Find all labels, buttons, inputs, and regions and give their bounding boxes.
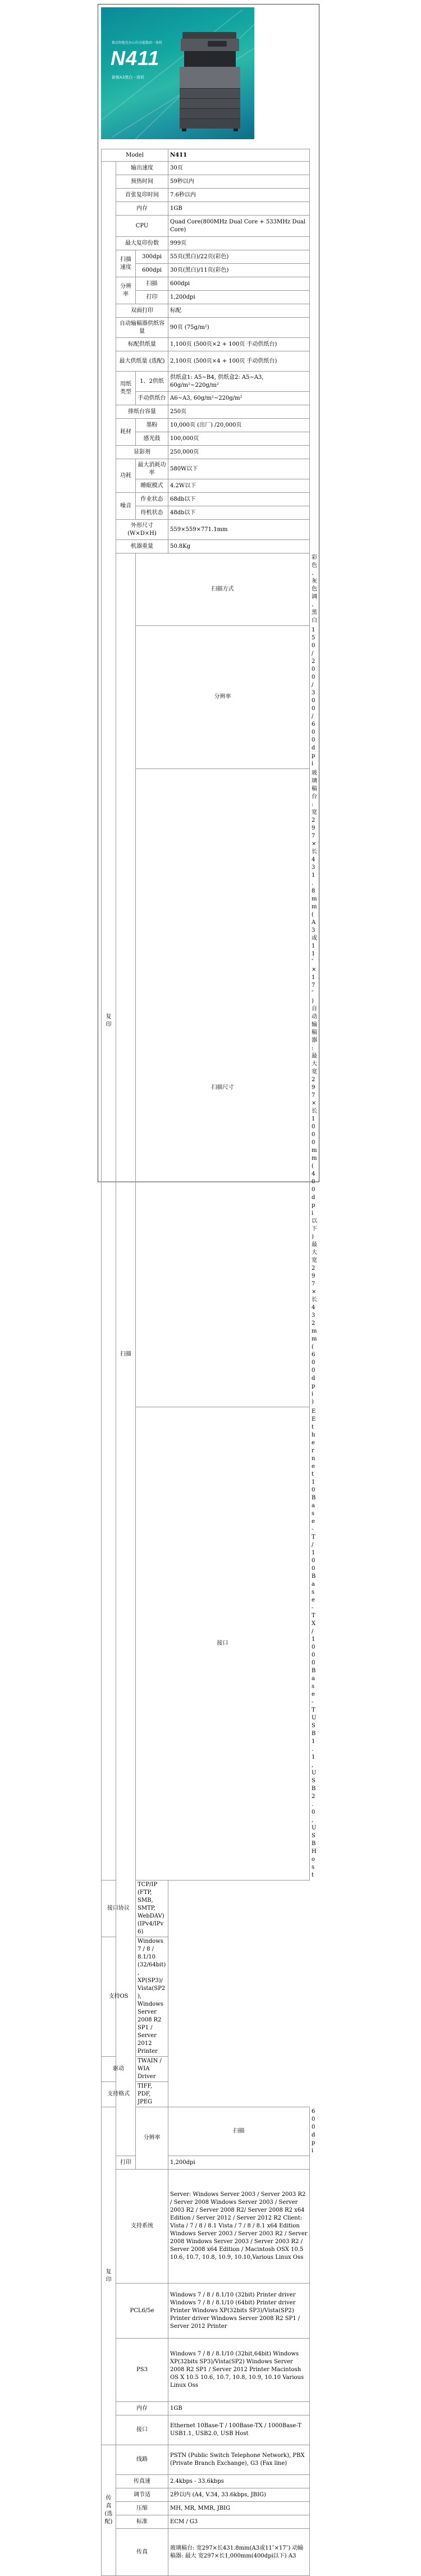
table-row — [102, 520, 310, 540]
printer-caster — [234, 129, 238, 131]
spec-value: 559×559×771.1mm — [168, 520, 310, 540]
spec-sublabel: 扫描 — [136, 277, 168, 291]
specifications-table — [101, 149, 318, 2576]
table-row — [102, 2284, 310, 2339]
spec-value: 10,000页 (出厂) /20,000页 — [168, 419, 310, 432]
spec-label: 最大供纸量 (选配) — [116, 351, 168, 372]
table-row: 扫描 扫描方式 彩色、灰色调、黑白 — [102, 553, 310, 626]
table-row — [102, 459, 310, 479]
banner-model-name: N411 — [111, 47, 160, 70]
spec-value: Windows 7 / 8 / 8.1/10 (32bit,64bit) Windows XP(32bits SP3)/Vista(SP2) Windows Server 2008 R2 SP1 / Server 2012 Printer Macintosh OS X 10.5 10.6, 10.7, 10.8, 10.9, 10.10 Various Linux Oss — [168, 2339, 310, 2402]
spec-value: ECM / G3 — [168, 2515, 310, 2529]
spec-value: 100,000页 — [168, 432, 310, 446]
spec-sublabel: 打印 — [116, 2156, 136, 2170]
spec-label: 接口 — [136, 1407, 310, 1880]
spec-label: 噪音 — [116, 493, 136, 520]
spec-label: 线路 — [116, 2445, 168, 2475]
spec-value: 580W以下 — [168, 459, 310, 479]
table-row — [102, 1880, 310, 1937]
spec-label: 内存 — [116, 2402, 168, 2415]
spec-sublabel: 感光鼓 — [136, 432, 168, 446]
group-label-scan: 扫描 — [116, 553, 136, 2156]
table-row — [102, 149, 310, 162]
spec-label: 显影剂 — [116, 446, 168, 459]
spec-label: PCL6/5e — [116, 2284, 168, 2339]
table-row — [102, 351, 310, 372]
spec-label: 耗材 — [116, 419, 136, 446]
spec-value: TIFF, PDF, JPEG — [136, 2082, 168, 2107]
spec-value: Quad Core(800MHz Dual Core + 533MHz Dual Core) — [168, 216, 310, 237]
spec-sublabel: 扫描 — [168, 2107, 310, 2156]
table-row — [102, 338, 310, 351]
spec-label: 预热时间 — [116, 175, 168, 189]
spec-value: 2.4kbps - 33.6kbps — [168, 2475, 310, 2488]
spec-label: 标配供纸量 — [116, 338, 168, 351]
spec-label: 扫描方式 — [136, 553, 310, 626]
printer-body — [180, 67, 240, 88]
table-row — [102, 189, 310, 202]
group-label-print: 复印 — [102, 2107, 116, 2445]
spec-value: 68db以下 — [168, 493, 310, 506]
table-row — [102, 2339, 310, 2402]
table-row — [102, 237, 310, 250]
paper-tray-2 — [180, 98, 240, 108]
spec-label: 扫描速度 — [116, 250, 136, 277]
printer-caster — [182, 129, 186, 131]
spec-value: 标配 — [168, 304, 310, 318]
table-row — [102, 2475, 310, 2488]
spec-value: 1GB — [168, 2402, 310, 2415]
paper-tray-3 — [180, 108, 240, 118]
table-row — [102, 2057, 310, 2082]
spec-value: A6~A3, 60g/m²~220g/m² — [168, 392, 310, 405]
spec-sublabel: 墨粉 — [136, 419, 168, 432]
spec-label: 分辨率 — [136, 2107, 168, 2170]
spec-label: 压缩 — [116, 2502, 168, 2515]
table-row — [102, 2445, 310, 2475]
spec-label: 接口 — [116, 2415, 168, 2445]
paper-tray-4 — [180, 118, 240, 129]
banner-subtitle: 新都A3黑白一体机 — [112, 75, 145, 80]
spec-value: Server: Windows Server 2003 / Server 2003 R2 / Server 2008 Windows Server 2003 / Server 2003 R2 / Server 2008 R2/ Server 2008 R2 x64 Edition / Server 2012 / Server 2012 R2 Client: Vista / 7 / 8 / 8.1 Vista / 7 / 8 / 8.1 x64 Edition Windows Server 2003 / Server 2003 R2 / Server 2008 Windows Server 2003 / Server 2003 R2 / Server 2008 x64 Edition / Macintosh OSX 10.5 10.6, 10.7, 10.8, 10.9, 10.10,Various Linux Oss — [168, 2170, 310, 2284]
spec-label: 最大复印份数 — [116, 237, 168, 250]
table-row — [102, 2415, 310, 2445]
table-row — [102, 216, 310, 237]
spec-value: 30页(黑白)/11页(彩色) — [168, 264, 310, 277]
table-row — [102, 493, 310, 506]
spec-label: 双面打印 — [116, 304, 168, 318]
table-row — [102, 175, 310, 189]
spec-value: Windows 7 / 8 / 8.1/10 (32/64bit), XP(SP3)/Vista(SP2), Windows Server 2008 R2 SP1 / Server 2012 Printer — [136, 1937, 168, 2057]
table-row — [102, 2502, 310, 2515]
spec-value: 1,200dpi — [168, 291, 310, 304]
spec-value: 供纸盒1: A5~B4, 供纸盒2: A5~A3, 60g/m²~220g/m² — [168, 372, 310, 392]
spec-sublabel: 作业状态 — [136, 493, 168, 506]
spec-label: 用纸类型 — [116, 372, 136, 405]
spec-sublabel: 待机状态 — [136, 506, 168, 520]
spec-label: PS3 — [116, 2339, 168, 2402]
printer-output-bay — [184, 51, 236, 67]
spec-label: 传真速 — [116, 2475, 168, 2488]
spec-value: PSTN (Public Switch Telephone Network), PBX (Private Branch Exchange), G3 (Fax line) — [168, 2445, 310, 2475]
spec-label: 支持系统 — [116, 2170, 168, 2284]
spec-label: 分辨率 — [116, 277, 136, 304]
printer-control-panel — [208, 41, 227, 47]
spec-label: Model — [102, 149, 168, 162]
spec-value: TCP/IP (FTP, SMB, SMTP, WebDAV) (IPv4/IPv6) — [136, 1880, 168, 1937]
spec-value: 2,100页 (500页×4 + 100页 手动供纸台) — [168, 351, 310, 372]
paper-tray-1 — [180, 88, 240, 98]
spec-label: 标准 — [116, 2515, 168, 2529]
group-label-copy: 复印 — [102, 162, 116, 1880]
spec-label: 自动输稿器供纸容量 — [116, 318, 168, 338]
spec-value: 2秒以内 (A4, V.34, 33.6kbps, JBIG) — [168, 2488, 310, 2502]
spec-value: Windows 7 / 8 / 8.1/10 (32bit) Printer driver Windows 7 / 8 / 8.1/10 (64bit) Printer driver Printer Windows XP(32bits SP3)/Vista(SP2) Printer driver Windows Server 2008 R2 SP1 / Server 2012 Printer — [168, 2284, 310, 2339]
table-row — [102, 372, 310, 392]
table-row — [102, 2402, 310, 2415]
spec-label: 机器重量 — [116, 540, 168, 553]
table-row — [102, 405, 310, 419]
spec-value: 55页(黑白)/22页(彩色) — [168, 250, 310, 264]
spec-value: 600dpi — [168, 277, 310, 291]
table-row: 分辨率 150 / 200 / 300 / 600dpi — [102, 626, 310, 769]
table-row: 扫描尺寸 玻璃稿台: 宽297×长431.8mm(A3或11″×17″) 自动输稿器: 最大 宽297×长1000mm(400dpi以下) 最大 宽297×长432mm(600dpi) — [102, 769, 310, 1407]
brochure-frame — [98, 4, 319, 2559]
spec-sublabel: 最大消耗功率 — [136, 459, 168, 479]
spec-value: 90页 (75g/m²) — [168, 318, 310, 338]
spec-value: 1,200dpi — [168, 2156, 310, 2170]
table-row — [102, 304, 310, 318]
spec-label: 排纸台容量 — [116, 405, 168, 419]
spec-sublabel: 睡眠模式 — [136, 479, 168, 493]
spec-value: 999页 — [168, 237, 310, 250]
spec-value: 48db以下 — [168, 506, 310, 520]
table-row — [102, 2488, 310, 2502]
spec-label: 接口协议 — [102, 1880, 136, 1937]
banner-tagline: 推动智能化办公的全能数码一体机 — [112, 41, 163, 45]
spec-value: N411 — [168, 149, 310, 162]
table-row: 复印 分辨率 扫描 600dpi — [102, 2107, 310, 2156]
table-row — [102, 2529, 310, 2576]
printer-adf — [182, 32, 236, 39]
spec-value: 1,100页 (500页×2 + 100页 手动供纸台) — [168, 338, 310, 351]
spec-label: 扫描尺寸 — [136, 769, 310, 1407]
spec-value: 4.2W以下 — [168, 479, 310, 493]
table-row — [102, 2082, 310, 2107]
spec-label: 支持格式 — [102, 2082, 136, 2107]
spec-sublabel: 600dpi — [136, 264, 168, 277]
spec-value: TWAIN / WIA Driver — [136, 2057, 168, 2082]
group-label-fax: 传真 (选配) — [102, 2445, 116, 2576]
spec-value: 7.6秒以内 — [168, 189, 310, 202]
table-row — [102, 419, 310, 432]
table-row — [102, 540, 310, 553]
table-row — [102, 2170, 310, 2284]
spec-value: MH, MR, MMR, JBIG — [168, 2502, 310, 2515]
spec-value: 30页 — [168, 162, 310, 175]
spec-sublabel: 打印 — [136, 291, 168, 304]
spec-label: CPU — [116, 216, 168, 237]
spec-value: Ethernet 10Base-T / 100Base-TX / 1000Base-T USB1.1, USB2.0, USB Host — [168, 2415, 310, 2445]
table-row: 接口 EEthernet 10Base-T/100Base-TX /1000Base-T USB1.1, USB2.0, USB Host — [102, 1407, 310, 1880]
spec-value: 59秒以内 — [168, 175, 310, 189]
spec-label: 驱动 — [102, 2057, 136, 2082]
spec-label: 首张复印时间 — [116, 189, 168, 202]
spec-value: 50.8Kg — [168, 540, 310, 553]
spec-label: 功耗 — [116, 459, 136, 493]
spec-value: 250页 — [168, 405, 310, 419]
spec-label: 调节适 — [116, 2488, 168, 2502]
spec-label: 内存 — [116, 202, 168, 216]
table-row — [102, 2515, 310, 2529]
spec-label: 传真 — [116, 2529, 168, 2576]
spec-label: 分辨率 — [136, 626, 310, 769]
table-row — [102, 446, 310, 459]
product-banner — [101, 7, 254, 139]
table-row — [102, 1937, 310, 2057]
spec-sublabel: 1、2供纸 — [136, 372, 168, 392]
spec-value: 1GB — [168, 202, 310, 216]
table-row — [102, 277, 310, 291]
spec-label: 支持OS — [102, 1937, 136, 2057]
spec-label: 输出速度 — [116, 162, 168, 175]
spec-value: 玻璃稿台: 宽297×长431.8mm(A3或11″×17″) 动输稿器: 最大 宽297×长1,000mm(400dpi以下) A3 — [168, 2529, 310, 2576]
table-row — [102, 202, 310, 216]
table-row — [102, 250, 310, 264]
spec-sublabel: 手动供纸台 — [136, 392, 168, 405]
table-row — [102, 2156, 310, 2170]
spec-label: 外形尺寸 (W×D×H) — [116, 520, 168, 540]
table-row — [102, 318, 310, 338]
spec-value: 250,000页 — [168, 446, 310, 459]
spec-sublabel: 300dpi — [136, 250, 168, 264]
table-row — [102, 162, 310, 175]
